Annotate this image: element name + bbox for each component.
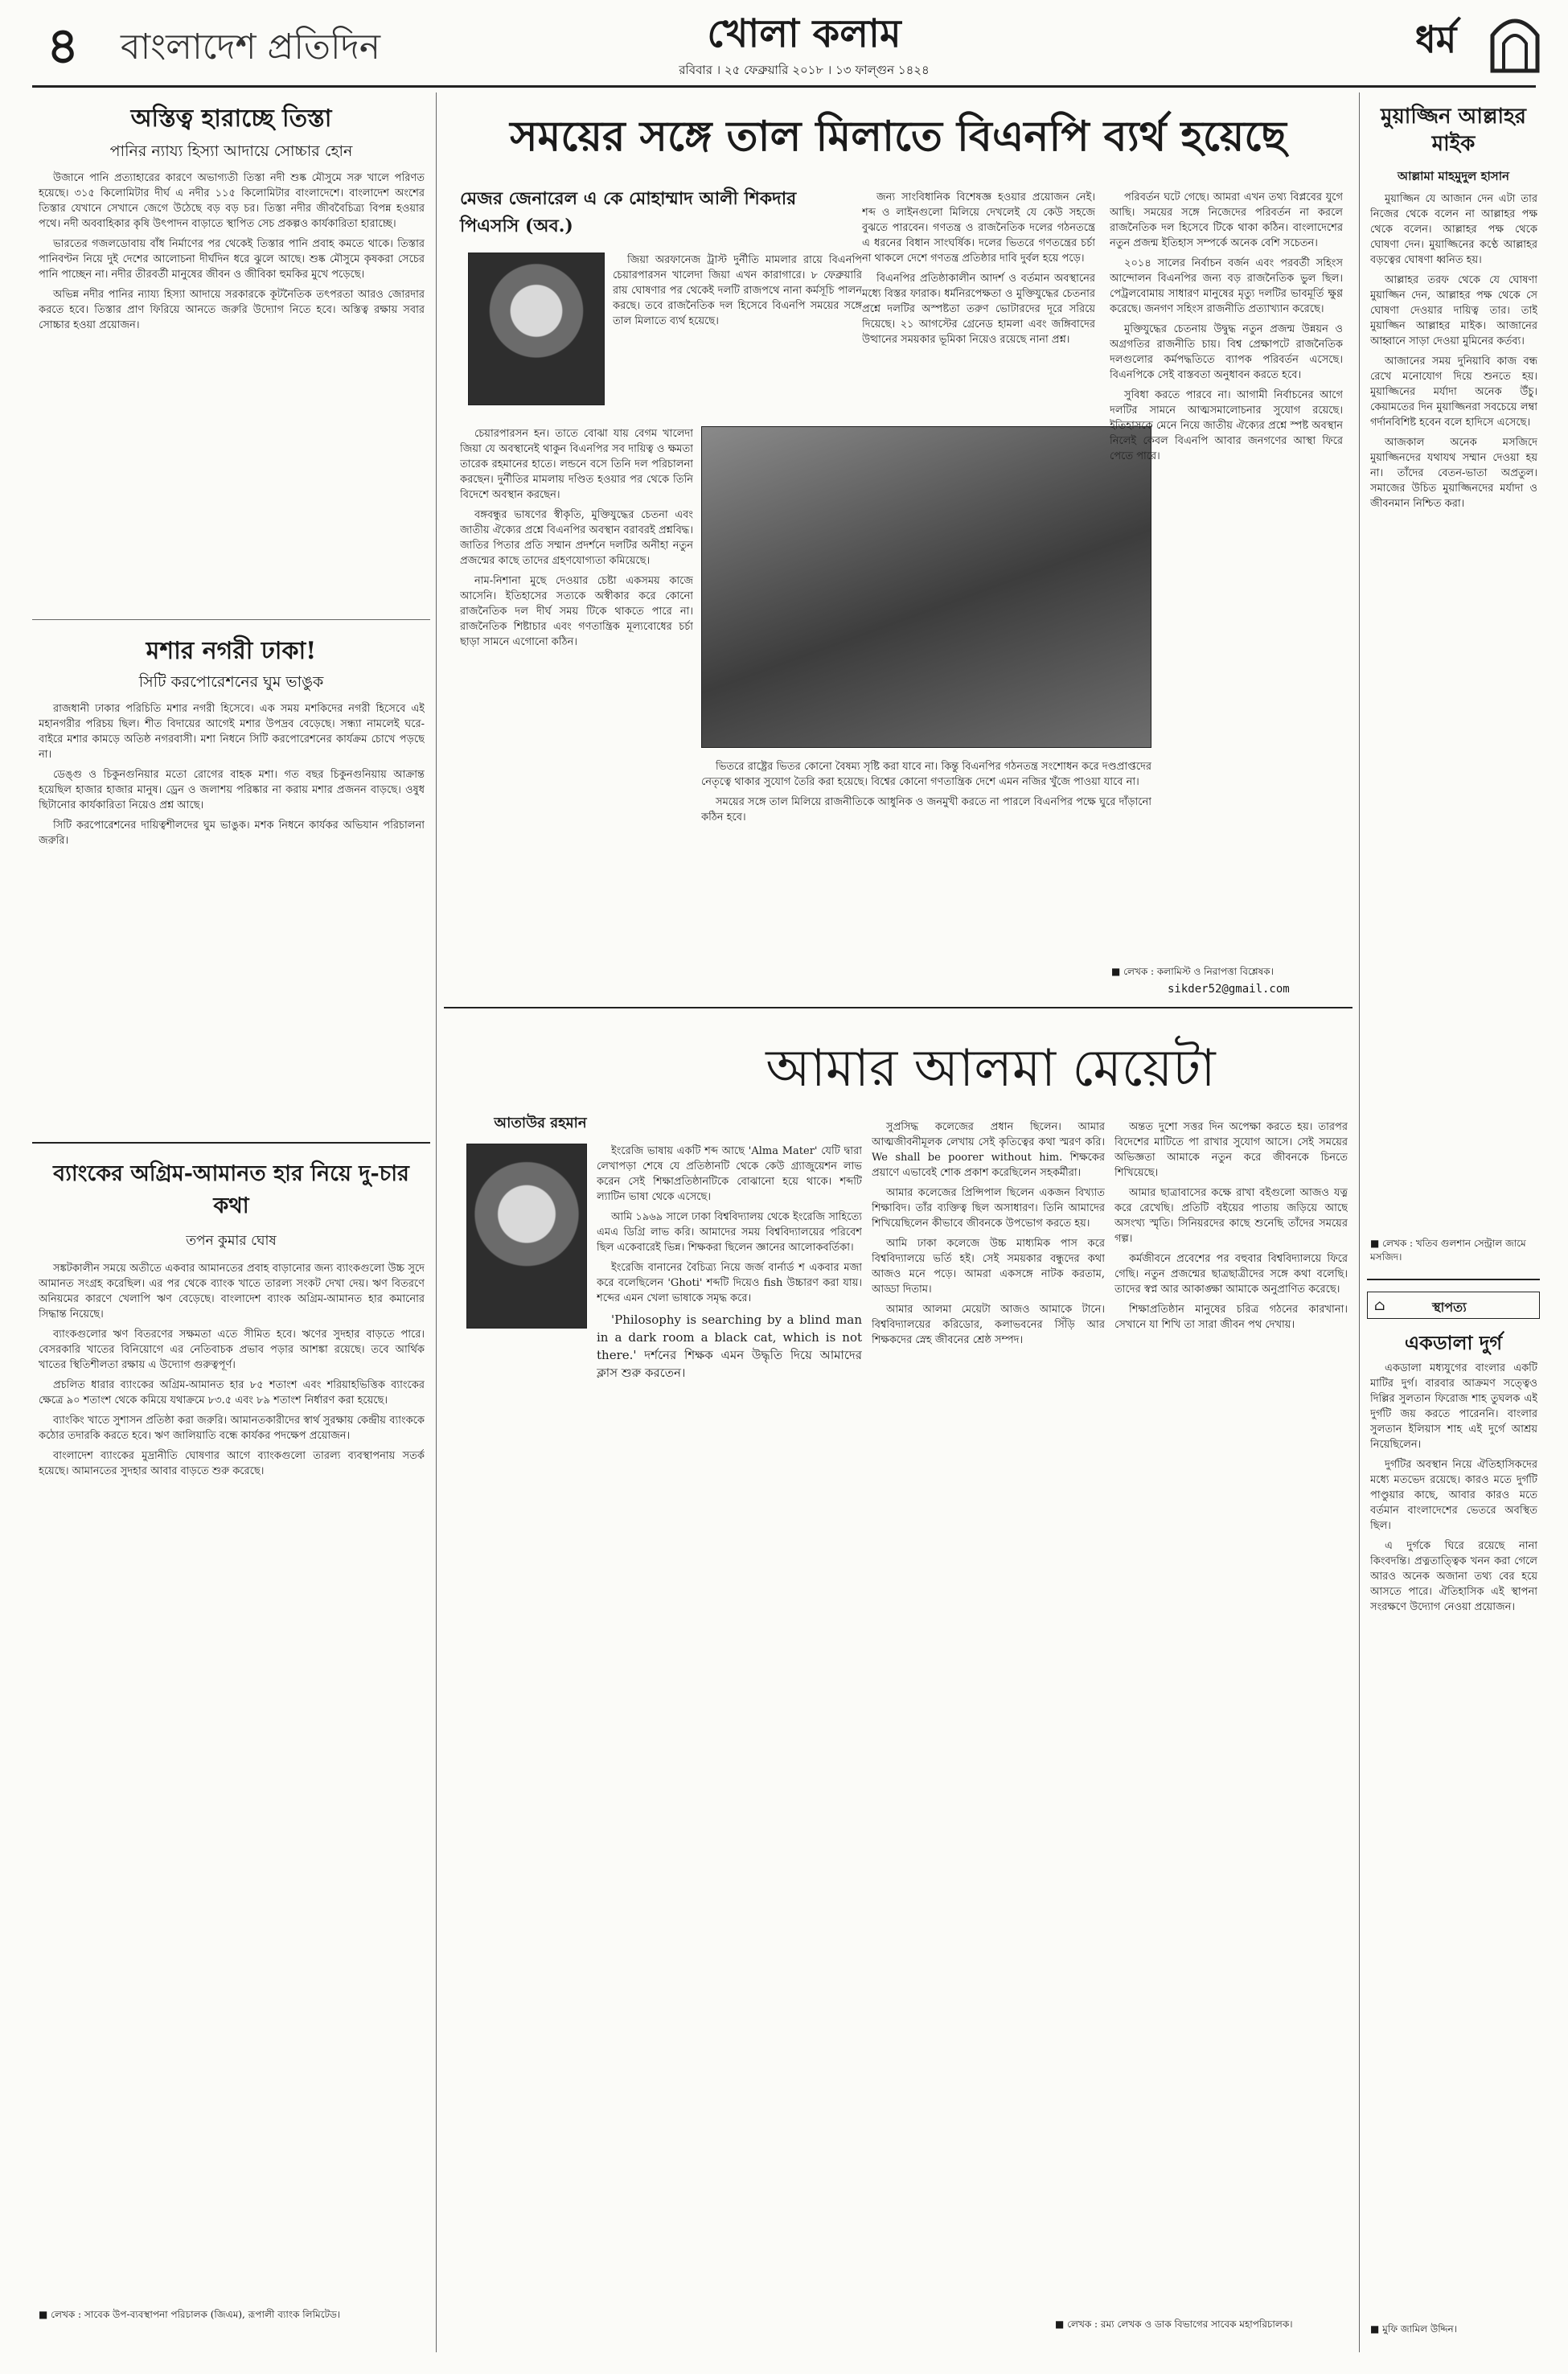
alma-headline: আমার আলমা মেয়েটা [766, 1039, 1216, 1099]
paragraph: আমার কলেজের প্রিন্সিপাল ছিলেন একজন বিখ্যাত শিক্ষাবিদ। তাঁর ব্যক্তিত্ব ছিল অসাধারণ। তিনি আমাদের শিখিয়েছিলেন কীভাবে জীবনকে উপভোগ করতে হয়। [872, 1187, 1105, 1230]
paragraph: জন্য সাংবিধানিক বিশেষজ্ঞ হওয়ার প্রয়োজন নেই। শব্দ ও লাইনগুলো মিলিয়ে দেখলেই যে কেউ সহজে বুঝতে পারবেন। গণতন্ত্র ও রাজনৈতিক দলের গঠনতন্ত্রে এ ধরনের বিধান সাংঘর্ষিক। দলের ভিতরে গণতন্ত্রের চর্চা না থাকলে দেশে গণতন্ত্র প্রতিষ্ঠার দাবি দুর্বল হয়ে পড়ে। [862, 191, 1095, 265]
masthead [0, 0, 1568, 87]
religion-article [1367, 95, 1540, 1277]
paragraph: বিএনপির প্রতিষ্ঠাকালীন আদর্শ ও বর্তমান অবস্থানের মধ্যে বিস্তর ফারাক। ধর্মনিরপেক্ষতা ও মুক্তিযুদ্ধের চেতনার প্রশ্নে দলটির অস্পষ্টতা তরুণ ভোটারদের দূরে সরিয়ে দিয়েছে। ২১ আগস্টের গ্রেনেড হামলা এবং জঙ্গিবাদের উত্থানের সময়কার ভূমিকা নিয়েও রয়েছে নানা প্রশ্ন। [862, 273, 1095, 346]
paragraph: আমার আলমা মেয়েটা আজও আমাকে টানে। বিশ্ববিদ্যালয়ের করিডোর, কলাভবনের সিঁড়ি আর শিক্ষকদের স্নেহ জীবনের শ্রেষ্ঠ সম্পদ। [872, 1304, 1105, 1346]
heritage-body [1370, 1361, 1537, 2302]
bank-author-note: ■ লেখক : সাবেক উপ-ব্যবস্থাপনা পরিচালক (জিএম), রূপালী ব্যাংক লিমিটেড। [39, 2309, 341, 2320]
heritage-article [1367, 1285, 1540, 2347]
bnp-body-left [460, 426, 693, 989]
bnp-article [444, 95, 1353, 1004]
paragraph: জিয়া অরফানেজ ট্রাস্ট দুর্নীতি মামলার রায়ে বিএনপি চেয়ারপারসন খালেদা জিয়া এখন কারাগারে। ৮ ফেব্রুয়ারি রায় ঘোষণার পর থেকেই দলটি রাজপথে নানা কর্মসূচি পালন করছে। তবে রাজনৈতিক দল হিসেবে বিএনপি সময়ের সঙ্গে তাল মিলাতে ব্যর্থ হয়েছে। [613, 254, 862, 327]
paragraph: ইংরেজি ভাষায় একটি শব্দ আছে 'Alma Mater' যেটি দ্বারা লেখাপড়া শেষে যে প্রতিষ্ঠানটি থেকে কেউ গ্র্যাজুয়েশন লাভ করেন সেই শিক্ষাপ্রতিষ্ঠানটিকে বোঝানো হয়ে থাকে। শব্দটি ল্যাটিন ভাষা থেকে এসেছে। [597, 1145, 862, 1203]
alma-author: আতাউর রহমান [494, 1115, 587, 1132]
paragraph: আল্লাহর তরফ থেকে যে ঘোষণা মুয়াজ্জিন দেন, আল্লাহর পক্ষ থেকে সে ঘোষণা দেওয়ার দায়িত্ব তার। তাই মুয়াজ্জিন আল্লাহর মাইক। আজানের আহ্বানে সাড়া দেওয়া মুমিনের কর্তব্য। [1370, 274, 1537, 347]
paragraph: ইংরেজি বানানের বৈচিত্র্য নিয়ে জর্জ বার্নার্ড শ একবার মজা করে বলেছিলেন 'Ghoti' শব্দটি দিয়েও fish উচ্চারণ করা যায়। শব্দের এমন খেলা ভাষাকে সমৃদ্ধ করে। [597, 1262, 862, 1304]
alma-col-2 [872, 1119, 1105, 2326]
paragraph: ভারতের গজলডোবায় বাঁধ নির্মাণের পর থেকেই তিস্তার পানি প্রবাহ কমতে থাকে। তিস্তার পানিবণ্টন নিয়ে দুই দেশের আলোচনা দীর্ঘদিন ধরে ঝুলে আছে। শুষ্ক মৌসুমে কৃষকরা সেচের পানি পাচ্ছেন না। নদীর তীরবর্তী মানুষের জীবন ও জীবিকা হুমকির মুখে পড়েছে। [39, 238, 425, 281]
paragraph: সুবিধা করতে পারবে না। আগামী নির্বাচনের আগে দলটির সামনে আত্মসমালোচনার সুযোগ রয়েছে। ইতিহাসকে মেনে নিয়ে জাতীয় ঐক্যের প্রশ্নে স্পষ্ট অবস্থান নিলেই কেবল বিএনপি আবার জনগণের আস্থা ফিরে পেতে পারে। [1110, 389, 1343, 462]
bank-title: ব্যাংকের অগ্রিম-আমানত হার নিয়ে দু-চার কথা [53, 1161, 409, 1218]
column-divider [436, 92, 437, 2352]
paragraph: বঙ্গবন্ধুর ভাষণের স্বীকৃতি, মুক্তিযুদ্ধের চেতনা এবং জাতীয় ঐক্যের প্রশ্নে বিএনপির অবস্থান বরাবরই প্রশ্নবিদ্ধ। জাতির পিতার প্রতি সম্মান প্রদর্শনে দলটির অনীহা নতুন প্রজন্মের কাছে তাদের গ্রহণযোগ্যতা কমিয়েছে। [460, 509, 693, 567]
paragraph: ২০১৪ সালের নির্বাচন বর্জন এবং পরবর্তী সহিংস আন্দোলন বিএনপির জন্য বড় রাজনৈতিক ভুল ছিল। পেট্রলবোমায় সাধারণ মানুষের মৃত্যু দলটির ভাবমূর্তি ক্ষুণ্ণ করেছে। জনগণ সহিংস রাজনীতি প্রত্যাখ্যান করেছে। [1110, 257, 1343, 315]
religion-author-note: ■ লেখক : খতিব গুলশান সেন্ট্রাল জামে মসজিদ। [1370, 1238, 1526, 1263]
section-rule [32, 619, 430, 620]
alma-article [444, 1015, 1353, 2350]
section-rule [1367, 1279, 1540, 1280]
religion-body [1370, 191, 1537, 1221]
masthead-rule [32, 85, 1536, 88]
religion-author: আল্লামা মাহমুদুল হাসান [1397, 169, 1510, 183]
paragraph: চেয়ারপারসন হন। তাতে বোঝা যায় বেগম খালেদা জিয়া যে অবস্থানেই থাকুন বিএনপির সব দায়িত্ব ও ক্ষমতা তারেক রহমানের হাতে। লন্ডনে বসে তিনি দল পরিচালনা করছেন। দুর্নীতির মামলায় দণ্ডিত হওয়ার পর থেকে তিনি বিদেশে অবস্থান করছেন। [460, 428, 693, 501]
alma-author-note: ■ লেখক : রম্য লেখক ও ডাক বিভাগের সাবেক মহাপরিচালক। [1055, 2319, 1293, 2330]
paragraph: সিটি করপোরেশনের দায়িত্বশীলদের ঘুম ভাঙুক। মশক নিধনে কার্যকর অভিযান পরিচালনা জরুরি। [39, 819, 425, 847]
bnp-body-lower [701, 759, 1151, 984]
bnp-body-middle [862, 190, 1095, 423]
mosquito-editorial [32, 627, 430, 1142]
mosquito-title: মশার নগরী ঢাকা! [146, 637, 317, 665]
bank-article [32, 1150, 430, 2348]
bnp-lead [613, 253, 862, 413]
paragraph: মুয়াজ্জিন যে আজান দেন এটা তার নিজের থেকে বলেন না আল্লাহর পক্ষ থেকে বলেন। আল্লাহর পক্ষ থেকে ঘোষণা দেন। মুয়াজ্জিনের কণ্ঠে আল্লাহর বড়ত্বের ঘোষণা ধ্বনিত হয়। [1370, 193, 1537, 266]
paragraph: প্রচলিত ধারার ব্যাংকের অগ্রিম-আমানত হার ৮৫ শতাংশ এবং শরিয়াহভিত্তিক ব্যাংকের ক্ষেত্রে ৯০ শতাংশ থেকে কমিয়ে যথাক্রমে ৮৩.৫ এবং ৮৯ শতাংশ নির্ধারণ করা হয়েছে। [39, 1379, 425, 1407]
paragraph: অভিন্ন নদীর পানির ন্যায্য হিস্যা আদায়ে সরকারকে কূটনৈতিক তৎপরতা আরও জোরদার করতে হবে। তিস্তার প্রাণ ফিরিয়ে আনতে জরুরি উদ্যোগ নিতে হবে। অস্তিত্ব রক্ষায় সবার সোচ্চার হওয়া প্রয়োজন। [39, 289, 425, 331]
paragraph: ব্যাংকিং খাতে সুশাসন প্রতিষ্ঠা করা জরুরি। আমানতকারীদের স্বার্থ সুরক্ষায় কেন্দ্রীয় ব্যাংককে কঠোর তদারকি করতে হবে। ঋণ জালিয়াতি বন্ধে কার্যকর পদক্ষেপ প্রয়োজন। [39, 1415, 425, 1442]
right-section-title: ধর্ম [1415, 18, 1457, 61]
heritage-author-note: ■ মুফি জামিল উদ্দিন। [1370, 2323, 1458, 2335]
heritage-title: একডালা দুর্গ [1404, 1331, 1503, 1354]
paragraph: আমি ১৯৬৯ সালে ঢাকা বিশ্ববিদ্যালয় থেকে ইংরেজি সাহিত্যে এমএ ডিগ্রি লাভ করি। আমাদের সময় বিশ্ববিদ্যালয়ের পরিবেশ ছিল একেবারেই ভিন্ন। শিক্ষকরা ছিলেন জ্ঞানের আলোকবর্তিকা। [597, 1211, 862, 1254]
protest-photo [701, 426, 1151, 748]
teesta-body [39, 170, 425, 573]
paragraph: আজানের সময় দুনিয়াবি কাজ বন্ধ রেখে মনোযোগ দিয়ে শুনতে হয়। মুয়াজ্জিনের মর্যাদা অনেক উঁচু। কেয়ামতের দিন মুয়াজ্জিনরা সবচেয়ে লম্বা গর্দানবিশিষ্ট হবেন বলে হাদিসে এসেছে। [1370, 355, 1537, 429]
paragraph: মুক্তিযুদ্ধের চেতনায় উদ্বুদ্ধ নতুন প্রজন্ম উন্নয়ন ও অগ্রগতির রাজনীতি চায়। বিশ্ব প্রেক্ষাপটে রাজনৈতিক দলগুলোর কর্মপদ্ধতিতে ব্যাপক পরিবর্তন এসেছে। বিএনপিকে সেই বাস্তবতা অনুধাবন করতে হবে। [1110, 323, 1343, 381]
author-portrait [468, 253, 605, 405]
paragraph: একডালা মধ্যযুগের বাংলার একটি মাটির দুর্গ। বারবার আক্রমণ সত্ত্বেও দিল্লির সুলতান ফিরোজ শাহ তুঘলক এই দুর্গটি জয় করতে পারেননি। বাংলার সুলতান ইলিয়াস শাহ এই দুর্গে আশ্রয় নিয়েছিলেন। [1370, 1362, 1537, 1451]
bnp-byline: মেজর জেনারেল এ কে মোহাম্মাদ আলী শিকদার পিএসসি (অব.) [460, 188, 797, 236]
religion-title: মুয়াজ্জিন আল্লাহর মাইক [1381, 105, 1526, 156]
paragraph: উজানে পানি প্রত্যাহারের কারণে অভাগ্যতী তিস্তা নদী শুষ্ক মৌসুমে সরু খালে পরিণত হয়েছে। ৩১৫ কিলোমিটার দীর্ঘ এ নদীর ১১৫ কিলোমিটার বাংলাদেশে। বাংলাদেশ অংশের তিস্তার যেখানে সেখানে জেগে উঠেছে বড় বড় চর। তিস্তা নদীর জীববৈচিত্র্য বিপন্ন হওয়ার পথে। নদী অববাহিকার কৃষি উৎপাদন বাড়াতে স্থাপিত সেচ প্রকল্পও কার্যকারিতা হারাচ্ছে। [39, 172, 425, 230]
paragraph: আমি ঢাকা কলেজে উচ্চ মাধ্যমিক পাস করে বিশ্ববিদ্যালয়ে ভর্তি হই। সেই সময়কার বন্ধুদের কথা আজও মনে পড়ে। আমরা একসঙ্গে নাটক করতাম, আড্ডা দিতাম। [872, 1238, 1105, 1296]
paragraph: পরিবর্তন ঘটে গেছে। আমরা এখন তথ্য বিপ্লবের যুগে আছি। সময়ের সঙ্গে নিজেদের পরিবর্তন না করলে রাজনৈতিক দল হিসেবে টিকে থাকা কঠিন। বাংলাদেশের নতুন প্রজন্ম ইতিহাস সম্পর্কে অনেক বেশি সচেতন। [1110, 191, 1343, 249]
mosquito-subtitle: সিটি করপোরেশনের ঘুম ভাঙুক [138, 673, 324, 691]
section-rule [32, 1142, 430, 1144]
paragraph: 'Philosophy is searching by a blind man in a dark room a black cat, which is not there.' দর্শনের শিক্ষক এমন উদ্ধৃতি দিয়ে আমাদের ক্লাস শুরু করতেন। [597, 1312, 862, 1380]
bnp-headline: সময়ের সঙ্গে তাল মিলাতে বিএনপি ব্যর্থ হয়েছে [510, 112, 1287, 161]
page-number: ৪ [47, 16, 80, 75]
bank-body [39, 1261, 425, 2290]
column-divider [1359, 92, 1360, 2352]
paragraph: ব্যাংকগুলোর ঋণ বিতরণের সক্ষমতা এতে সীমিত হবে। ঋণের সুদহার বাড়তে পারে। বেসরকারি খাতের বিনিয়োগে এর নেতিবাচক প্রভাব পড়ার আশঙ্কা রয়েছে। তবে আর্থিক খাতের স্থিতিশীলতা রক্ষায় এ উদ্যোগ গুরুত্বপূর্ণ। [39, 1329, 425, 1371]
paragraph: সঙ্কটকালীন সময়ে অতীতে একবার আমানতের প্রবাহ বাড়ানোর জন্য ব্যাংকগুলো উচ্চ সুদে আমানত সংগ্রহ করেছিল। এর পর থেকে ব্যাংক খাতে তারল্য সংকট দেখা দেয়। ঋণ বিতরণে অনিয়মের কারণে খেলাপি ঋণ বেড়েছে। বাংলাদেশ ব্যাংক অগ্রিম-আমানত হার কমানোর সিদ্ধান্ত নিয়েছে। [39, 1263, 425, 1320]
paragraph: কর্মজীবনে প্রবেশের পর বহুবার বিশ্ববিদ্যালয়ে ফিরে গেছি। নতুন প্রজন্মের ছাত্রছাত্রীদের সঙ্গে কথা বলেছি। তাদের স্বপ্ন আর আকাঙ্ক্ষা আমাকে অনুপ্রাণিত করেছে। [1114, 1253, 1348, 1296]
author-email[interactable]: sikder52@gmail.com [1168, 983, 1290, 996]
paragraph: এ দুর্গকে ঘিরে রয়েছে নানা কিংবদন্তি। প্রত্নতাত্ত্বিক খনন করা গেলে আরও অনেক অজানা তথ্য বের হয়ে আসতে পারে। ঐতিহাসিক এই স্থাপনা সংরক্ষণে উদ্যোগ নেওয়া প্রয়োজন। [1370, 1540, 1537, 1613]
paragraph: আজকাল অনেক মসজিদে মুয়াজ্জিনদের যথাযথ সম্মান দেওয়া হয় না। তাঁদের বেতন-ভাতা অপ্রতুল। সমাজের উচিত মুয়াজ্জিনদের মর্যাদা ও জীবনমান নিশ্চিত করা। [1370, 437, 1537, 510]
alma-col-1 [597, 1144, 862, 2326]
paragraph: ডেঙ্গু ও চিকুনগুনিয়ার মতো রোগের বাহক মশা। গত বছর চিকুনগুনিয়ায় আক্রান্ত হয়েছিল হাজার হাজার মানুষ। ড্রেন ও জলাশয় পরিষ্কার না করায় মশার প্রজনন বাড়ছে। ওষুধ ছিটানোর কার্যকারিতা নিয়েও প্রশ্ন আছে। [39, 769, 425, 811]
author-portrait [466, 1144, 587, 1329]
alma-col-3 [1114, 1119, 1348, 2302]
paragraph: সুপ্রসিদ্ধ কলেজের প্রধান ছিলেন। আমার আত্মজীবনীমূলক লেখায় সেই কৃতিত্বের কথা স্মরণ করি। We shall be poorer without him. শিক্ষকের প্রয়াণে এভাবেই শোক প্রকাশ করেছিলেন সহকর্মীরা। [872, 1121, 1105, 1179]
bnp-body-right [1110, 190, 1343, 986]
paragraph: শিক্ষাপ্রতিষ্ঠান মানুষের চরিত্র গঠনের কারখানা। সেখানে যা শিখি তা সারা জীবন পথ দেখায়। [1114, 1304, 1348, 1331]
section-rule [444, 1007, 1353, 1008]
teesta-title: অস্তিত্ব হারাচ্ছে তিস্তা [130, 105, 332, 133]
heritage-label-box [1367, 1292, 1540, 1319]
monument-icon: ⌂ [1374, 1297, 1385, 1314]
date-line: রবিবার । ২৫ ফেব্রুয়ারি ২০১৮ । ১৩ ফাল্গুন ১৪২৪ [679, 63, 930, 77]
paragraph: নাম-নিশানা মুছে দেওয়ার চেষ্টা একসময় কাজে আসেনি। ইতিহাসের সত্যকে অস্বীকার করে কোনো রাজনৈতিক দল দীর্ঘ সময় টিকে থাকতে পারে না। রাজনৈতিক শিষ্টাচার এবং গণতান্ত্রিক মূল্যবোধের চর্চা ছাড়া সামনে এগোনো কঠিন। [460, 575, 693, 648]
paragraph: আমার ছাত্রাবাসের কক্ষে রাখা বইগুলো আজও যত্ন করে রেখেছি। প্রতিটি বইয়ের পাতায় জড়িয়ে আছে অসংখ্য স্মৃতি। সিনিয়রদের কাছে শুনেছি তাঁদের সময়ের গল্প। [1114, 1187, 1348, 1245]
section-title: খোলা কলাম [707, 11, 901, 56]
mosque-icon [1488, 11, 1542, 74]
bank-author: তপন কুমার ঘোষ [186, 1233, 277, 1249]
paragraph: দুর্গটির অবস্থান নিয়ে ঐতিহাসিকদের মধ্যে মতভেদ রয়েছে। কারও মতে দুর্গটি পাণ্ডুয়ার কাছে, আবার কারও মতে বর্তমান বাংলাদেশের ভেতরে অবস্থিত ছিল। [1370, 1459, 1537, 1532]
teesta-subtitle: পানির ন্যায্য হিস্যা আদায়ে সোচ্চার হোন [109, 142, 353, 160]
paragraph: অন্তত দুশো সত্তর দিন অপেক্ষা করতে হয়। তারপর বিদেশের মাটিতে পা রাখার সুযোগ আসে। সেই সময়ের অভিজ্ঞতা আমাকে নতুন করে জীবনকে চিনতে শিখিয়েছে। [1114, 1121, 1348, 1179]
paragraph: রাজধানী ঢাকার পরিচিতি মশার নগরী হিসেবে। এক সময় মশকিদের নগরী হিসেবে এই মহানগরীর পরিচয় ছিল। শীত বিদায়ের আগেই মশার উপদ্রব বেড়েছে। সন্ধ্যা নামলেই ঘরে-বাইরে মশার কামড়ে অতিষ্ঠ নগরবাসী। মশা নিধনে সিটি করপোরেশনের কার্যক্রম চোখে পড়ছে না। [39, 703, 425, 761]
heritage-label: স্থাপত্য [1432, 1300, 1467, 1315]
mosquito-body [39, 701, 425, 1119]
paragraph: সময়ের সঙ্গে তাল মিলিয়ে রাজনীতিকে আধুনিক ও জনমুখী করতে না পারলে বিএনপির পক্ষে ঘুরে দাঁড়ানো কঠিন হবে। [701, 796, 1151, 824]
paragraph: ভিতরে রাষ্ট্রের ভিতর কোনো বৈষম্য সৃষ্টি করা যাবে না। কিন্তু বিএনপির গঠনতন্ত্র সংশোধন করে দণ্ডপ্রাপ্তদের নেতৃত্বে থাকার সুযোগ তৈরি করা হয়েছে। বিশ্বের কোনো গণতান্ত্রিক দেশে এমন নজির খুঁজে পাওয়া যাবে না। [701, 761, 1151, 788]
paragraph: বাংলাদেশ ব্যাংকের মুদ্রানীতি ঘোষণার আগে ব্যাংকগুলো তারল্য ব্যবস্থাপনায় সতর্ক হয়েছে। আমানতের সুদহার আবার বাড়তে শুরু করেছে। [39, 1450, 425, 1477]
newspaper-name: বাংলাদেশ প্রতিদিন [121, 27, 380, 68]
bnp-author-note: ■ লেখক : কলামিস্ট ও নিরাপত্তা বিশ্লেষক। [1111, 966, 1274, 977]
